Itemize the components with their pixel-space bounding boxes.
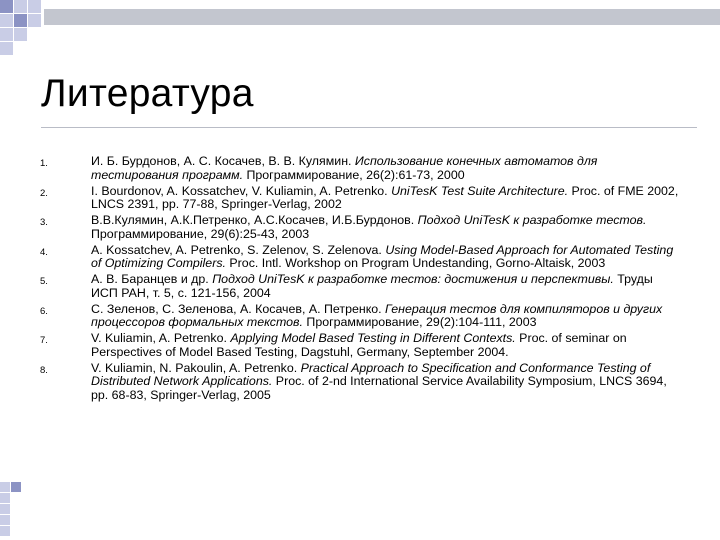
reference-authors: A. Kossatchev, A. Petrenko, S. Zelenov, S. Zelenova. [91, 242, 386, 257]
reference-item [40, 273, 680, 301]
reference-item [40, 244, 680, 272]
reference-source: Программирование, 26(2):61-73, 2000 [243, 167, 465, 182]
reference-list [40, 155, 680, 405]
reference-authors: А. В. Баранцев и др. [91, 272, 213, 286]
top-bar-decoration [44, 9, 720, 25]
reference-work-title: Подход UniTesK к разработке тестов: достижения и перспективы. [212, 272, 614, 286]
reference-number: 1. [40, 158, 48, 169]
reference-work-title: Подход UniTesK к разработке тестов. [417, 213, 647, 227]
reference-item [40, 362, 680, 404]
reference-number: 6. [40, 305, 48, 317]
reference-item [40, 332, 680, 360]
reference-item [40, 214, 680, 242]
reference-number: 5. [40, 276, 48, 287]
reference-authors: С. Зеленов, С. Зеленова, А. Косачев, А. Петренко. [91, 301, 386, 316]
reference-number: 3. [40, 217, 48, 228]
reference-source: Proc. of 2-nd International Service Availability Symposium, LNCS 3694, pp. 68-83, Springer-Verlag, 2005 [91, 374, 667, 403]
reference-number: 7. [40, 335, 48, 346]
reference-source: Программирование, 29(6):25-43, 2003 [91, 226, 310, 241]
reference-authors: В.В.Кулямин, А.К.Петренко, А.С.Косачев, И.Б.Бурдонов. [91, 213, 418, 227]
reference-work-title: Using Model-Based Approach for Automated Testing of Optimizing Compilers. [91, 242, 674, 271]
reference-authors: I. Bourdonov, A. Kossatchev, V. Kuliamin, A. Petrenko. [91, 183, 392, 198]
reference-source: Proc. of seminar on Perspectives of Model Based Testing, Dagstuhl, Germany, September 2004. [91, 331, 627, 359]
reference-item [40, 185, 680, 213]
reference-number: 8. [40, 364, 48, 376]
reference-number: 4. [40, 246, 48, 258]
reference-authors: И. Б. Бурдонов, А. С. Косачев, В. В. Кулямин. [91, 154, 355, 168]
reference-work-title: Practical Approach to Specification and Conformance Testing of Distributed Network Applications. [91, 360, 651, 389]
reference-work-title: Applying Model Based Testing in Different Contexts. [230, 331, 516, 345]
reference-work-title: UniTesK Test Suite Architecture. [391, 183, 569, 198]
reference-source: Proc. of FME 2002, LNCS 2391, pp. 77-88, Springer-Verlag, 2002 [91, 183, 679, 212]
reference-number: 2. [40, 187, 48, 199]
reference-authors: V. Kuliamin, N. Pakoulin, A. Petrenko. [91, 360, 301, 375]
reference-source: Труды ИСП РАН, т. 5, с. 121-156, 2004 [91, 272, 653, 300]
left-side-squares-decoration [0, 482, 21, 536]
reference-work-title: Использование конечных автоматов для тестирования программ. [91, 154, 598, 182]
title-underline [41, 127, 697, 128]
top-left-squares-decoration [0, 0, 41, 55]
reference-work-title: Генерация тестов для компиляторов и других процессоров формальных текстов. [91, 301, 663, 330]
reference-item [40, 303, 680, 331]
reference-authors: V. Kuliamin, A. Petrenko. [91, 331, 231, 345]
reference-source: Proc. Intl. Workshop on Program Undestanding, Gorno-Altaisk, 2003 [225, 256, 606, 271]
reference-source: Программирование, 29(2):104-111, 2003 [302, 315, 537, 330]
page-title: Литература [41, 72, 254, 115]
reference-item [40, 155, 680, 183]
